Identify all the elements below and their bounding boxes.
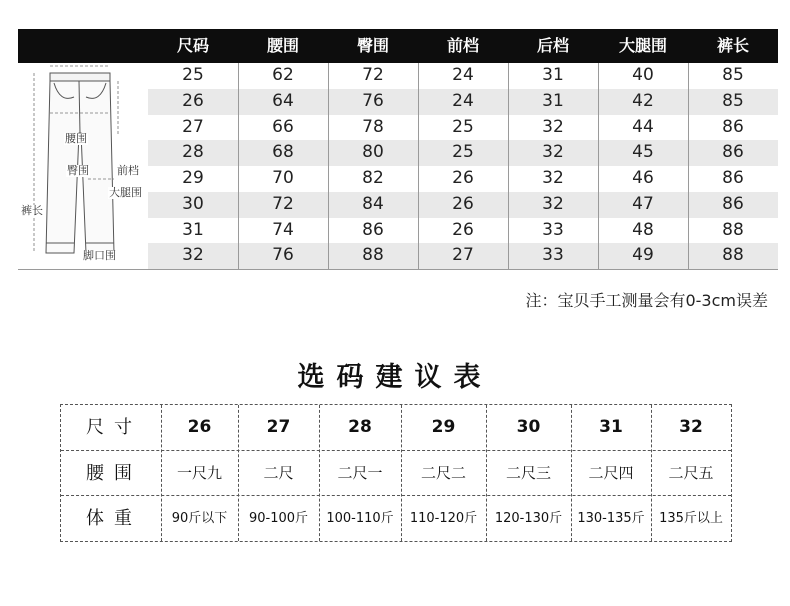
weight-value: 120-130斤 <box>494 511 563 526</box>
table-cell: 40 <box>632 65 654 85</box>
table-cell: 30 <box>182 193 204 214</box>
table-cell: 86 <box>722 142 744 163</box>
table-cell: 32 <box>542 168 564 188</box>
table-cell: 80 <box>362 142 384 163</box>
waist-value: 二尺三 <box>505 464 551 482</box>
table-cell: 42 <box>632 90 654 111</box>
table-row <box>148 192 778 218</box>
table-cell: 27 <box>182 116 204 137</box>
size-value: 30 <box>516 417 541 437</box>
waist-value: 二尺一 <box>337 464 383 482</box>
table-row <box>148 166 778 192</box>
table-row <box>148 115 778 141</box>
table-cell: 86 <box>722 116 744 137</box>
column-divider <box>418 63 419 269</box>
table-cell: 33 <box>542 245 564 266</box>
column-divider <box>238 63 239 269</box>
table-cell: 48 <box>632 219 654 240</box>
diagram-label-length: 裤长 <box>21 204 43 217</box>
table-cell: 86 <box>722 193 744 214</box>
weight-value: 130-135斤 <box>577 511 645 526</box>
table-cell: 76 <box>272 245 294 266</box>
table-cell: 24 <box>452 65 474 85</box>
table-cell: 26 <box>182 90 204 111</box>
table-cell: 47 <box>632 193 654 214</box>
column-header-waist: 腰围 <box>266 36 299 55</box>
column-divider <box>238 405 239 541</box>
column-divider <box>319 405 320 541</box>
size-value: 27 <box>266 417 291 437</box>
diagram-label-front-rise: 前档 <box>117 164 139 177</box>
size-value: 29 <box>431 417 456 437</box>
table-cell: 31 <box>542 90 564 111</box>
row-label-size: 尺寸 <box>86 417 142 438</box>
table-bottom-border <box>18 269 778 270</box>
table-cell: 76 <box>362 90 384 111</box>
table-cell: 62 <box>272 65 294 85</box>
table-cell: 49 <box>632 245 654 266</box>
table-cell: 31 <box>182 219 204 240</box>
recommendation-title: 选码建议表 <box>297 362 493 393</box>
table-row <box>148 89 778 115</box>
column-divider <box>651 405 652 541</box>
table-cell: 68 <box>272 142 294 163</box>
size-chart-body <box>148 63 778 269</box>
column-header-thigh: 大腿围 <box>618 36 667 55</box>
table-cell: 78 <box>362 116 384 137</box>
waist-value: 二尺二 <box>420 464 466 482</box>
column-divider <box>571 405 572 541</box>
column-divider <box>328 63 329 269</box>
column-header-length: 裤长 <box>716 36 749 55</box>
column-divider <box>508 63 509 269</box>
table-cell: 64 <box>272 90 294 111</box>
size-value: 32 <box>679 417 703 437</box>
size-value: 28 <box>348 417 372 437</box>
table-cell: 24 <box>452 90 474 111</box>
table-cell: 29 <box>182 168 204 188</box>
column-header-back-rise: 后档 <box>536 36 569 55</box>
table-cell: 86 <box>362 219 384 240</box>
table-row <box>148 140 778 166</box>
table-cell: 46 <box>632 168 654 188</box>
weight-value: 90-100斤 <box>248 511 309 526</box>
table-cell: 70 <box>272 168 294 188</box>
recommendation-table <box>60 404 732 542</box>
table-cell: 72 <box>272 193 294 214</box>
table-cell: 84 <box>362 193 384 214</box>
waist-value: 二尺五 <box>668 464 714 482</box>
table-cell: 45 <box>632 142 654 163</box>
table-cell: 25 <box>182 65 204 85</box>
column-divider <box>486 405 487 541</box>
table-cell: 32 <box>542 142 564 163</box>
column-header-hip: 臀围 <box>356 36 389 55</box>
column-divider <box>688 63 689 269</box>
size-value: 26 <box>187 417 212 437</box>
row-label-waist: 腰围 <box>86 463 142 484</box>
pants-measurement-diagram <box>18 63 148 269</box>
table-cell: 86 <box>722 168 744 188</box>
table-cell: 88 <box>722 245 744 266</box>
measurement-note: 注：宝贝手工测量会有0-3cm误差 <box>525 291 768 310</box>
table-cell: 32 <box>542 193 564 214</box>
column-divider <box>598 63 599 269</box>
size-chart-table <box>18 29 778 271</box>
weight-value: 90斤以下 <box>171 511 228 526</box>
table-cell: 26 <box>452 168 474 188</box>
weight-value: 110-120斤 <box>409 511 478 526</box>
weight-value: 135斤以上 <box>659 511 723 526</box>
table-row <box>148 218 778 244</box>
waist-value: 二尺四 <box>588 464 634 482</box>
table-cell: 26 <box>452 193 474 214</box>
table-cell: 27 <box>452 245 474 266</box>
table-cell: 26 <box>452 219 474 240</box>
table-row <box>148 243 778 269</box>
weight-value: 100-110斤 <box>326 511 394 526</box>
size-chart-header <box>18 29 778 63</box>
table-cell: 44 <box>632 116 654 137</box>
table-cell: 82 <box>362 168 384 188</box>
table-cell: 25 <box>452 142 474 163</box>
diagram-label-hem: 脚口围 <box>83 249 116 262</box>
column-divider <box>161 405 162 541</box>
table-cell: 28 <box>182 142 204 163</box>
table-cell: 88 <box>722 219 744 240</box>
table-cell: 32 <box>542 116 564 137</box>
table-cell: 74 <box>272 219 294 240</box>
table-cell: 66 <box>272 116 294 137</box>
waist-value: 一尺九 <box>176 464 222 482</box>
table-cell: 33 <box>542 219 564 240</box>
diagram-label-thigh: 大腿围 <box>109 186 142 199</box>
size-value: 31 <box>599 417 623 437</box>
table-cell: 32 <box>182 245 204 266</box>
table-row <box>148 63 778 89</box>
table-cell: 31 <box>542 65 564 85</box>
row-label-weight: 体重 <box>86 508 142 529</box>
column-header-front-rise: 前档 <box>446 36 479 55</box>
table-cell: 85 <box>722 65 744 85</box>
table-cell: 25 <box>452 116 474 137</box>
table-cell: 88 <box>362 245 384 266</box>
column-header-size: 尺码 <box>176 36 209 55</box>
table-cell: 72 <box>362 65 384 85</box>
diagram-label-hip: 臀围 <box>67 164 89 177</box>
diagram-label-waist: 腰围 <box>65 132 87 145</box>
waist-value: 二尺 <box>263 464 294 482</box>
table-cell: 85 <box>722 90 744 111</box>
column-divider <box>401 405 402 541</box>
